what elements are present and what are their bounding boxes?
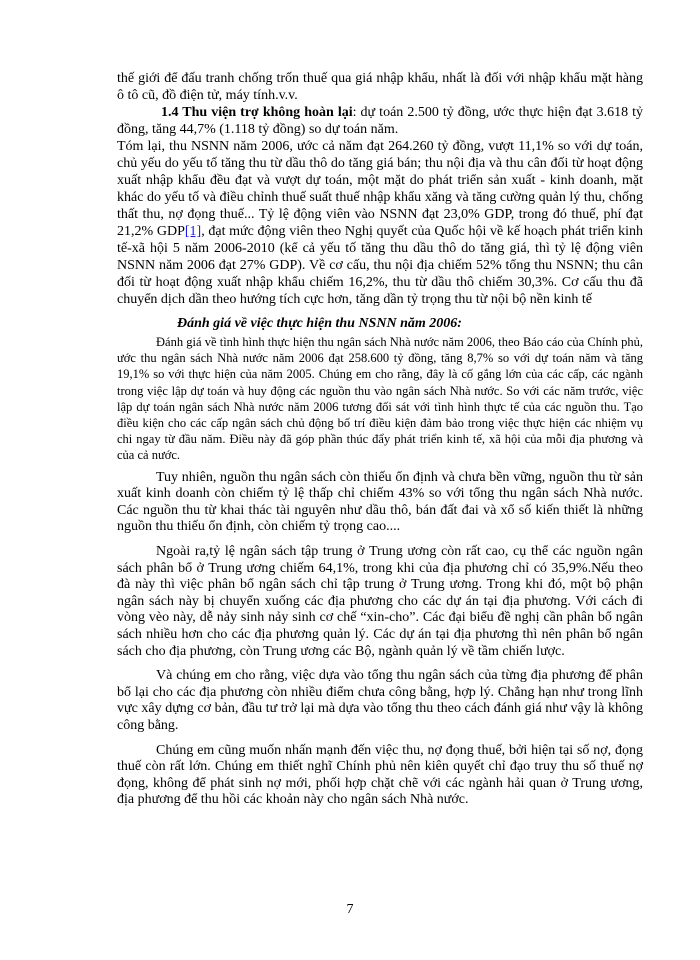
section-heading: 1.4 Thu viện trợ không hoàn lại xyxy=(161,105,353,120)
intro-paragraph: thế giới để đấu tranh chống trốn thuế qua giá nhập khẩu, nhất là đối với nhập khẩu mặt hàng ô tô cũ, đồ điện tử, máy tính.v.v. xyxy=(117,71,643,103)
evaluation-small-paragraph: Đánh giá về tình hình thực hiện thu ngân sách Nhà nước năm 2006, theo Báo cáo của Chính phủ, ước thu ngân sách Nhà nước năm 2006 đạt 258.600 tỷ đồng, tăng 8,7% so với dự toán năm và tăng 19,1% so với thực hiện của năm 2005. Chúng em cho rằng, đây là cố gắng lớn của các cấp, các ngành trong việc lập dự toán và huy động các nguồn thu vào ngân sách Nhà nước. So với các năm trước, việc lập dự toán ngân sách Nhà nước năm 2006 tương đối sát với tình hình thực tế của các nguồn thu. Tạo điều kiện cho các cấp ngân sách chủ động bố trí điều kiện đảm bảo trong việc thực hiện các nhiệm vụ chi ngay từ đầu năm. Điều này đã góp phần thúc đẩy phát triển kinh tế, xã hội của mỗi địa phương và của cả nước. xyxy=(117,335,643,463)
body-paragraph-2: Ngoài ra,tỷ lệ ngân sách tập trung ở Trung ương còn rất cao, cụ thể các nguồn ngân sách phân bổ ở Trung ương chiếm 64,1%, trong khi của địa phương chỉ có 35,9%.Nếu theo đà này thì việc phân bổ ngân sách chỉ tập trung ở Trung ương. Trong khi đó, một bộ phận ngân sách này bị chuyển xuống các địa phương cho các dự án tại địa phương. Với cách đi vòng vèo này, dễ nảy sinh nảy sinh cơ chế “xin-cho”. Các đại biểu đề nghị cần phân bổ ngân sách nhiều hơn cho các địa phương quản lý. Các dự án tại địa phương thì nên phân bổ ngân sách cho địa phương, còn Trung ương các Bộ, ngành quản lý về tầm chiến lược. xyxy=(117,544,643,659)
body-paragraph-3: Và chúng em cho rằng, việc dựa vào tổng thu ngân sách của từng địa phương để phân bổ lại cho các địa phương còn nhiều điểm chưa công bằng, hợp lý. Chẳng hạn như trong lĩnh vực xây dựng cơ bản, đầu tư trở lại mà dựa vào tổng thu theo cách đánh giá như vậy là không công bằng. xyxy=(117,668,643,733)
footnote-link[interactable]: [1] xyxy=(184,224,202,239)
evaluation-title: Đánh giá về việc thực hiện thu NSNN năm 2006: xyxy=(177,316,462,331)
summary-before-link: Tóm lại, thu NSNN năm 2006, ước cả năm đạt 264.260 tỷ đồng, vượt 11,1% so với dự toán, chủ yếu do yếu tố tăng thu từ dầu thô do tăng giá bán; thu nội địa và thu cân đối từ hoạt động xuất nhập khẩu đều đạt và vượt dự toán, một mặt do phát triển sản xuất - kinh doanh, mặt khác do yếu tố và điều chỉnh thuế suất thuế nhập khẩu xăng và tăng cường quản lý thu, chống thất thu, nợ đọng thuế... Tỷ lệ động viên vào NSNN đạt 23,0% GDP, trong đó thuế, phí đạt 21,2% GDP xyxy=(117,139,643,239)
page-number: 7 xyxy=(346,902,354,917)
section-1-4-paragraph xyxy=(117,104,643,138)
summary-paragraph xyxy=(117,138,643,308)
body-paragraph-1: Tuy nhiên, nguồn thu ngân sách còn thiếu ổn định và chưa bền vững, nguồn thu từ sản xuất kinh doanh còn chiếm tỷ lệ thấp chỉ chiếm 43% so với tổng thu ngân sách Nhà nước. Các nguồn thu từ khai thác tài nguyên như dầu thô, bán đất đai và xổ số kiến thiết là những nguồn thu thiếu ổn định, còn chiếm tỷ trọng cao.... xyxy=(117,469,643,535)
summary-after-link: , đạt mức động viên theo Nghị quyết của Quốc hội về kế hoạch phát triển kinh tế-xã hội 5 năm 2006-2010 (kể cả yếu tố tăng thu dầu thô do tăng giá, thì tỷ lệ động viên NSNN năm 2006 đạt 27% GDP). Về cơ cấu, thu nội địa chiếm 52% tổng thu NSNN; thu cân đối từ hoạt động xuất nhập khẩu chiếm 16,2%, thu từ dầu thô chiếm 30,3%. Cơ cấu thu đã chuyển dịch dần theo hướng tích cực hơn, tăng dần tỷ trọng thu từ nội bộ nền kinh tế xyxy=(117,224,643,307)
section-text: : dự toán 2.500 tỷ đồng, ước thực hiện đạt 3.618 tỷ đồng, tăng 44,7% (1.118 tỷ đồng) so dự toán năm. xyxy=(117,105,644,137)
body-paragraph-4: Chúng em cũng muốn nhấn mạnh đến việc thu, nợ đọng thuế, bởi hiện tại số nợ, đọng thuế còn rất lớn. Chúng em thiết nghĩ Chính phủ nên kiên quyết chỉ đạo truy thu số thuế nợ đọng, không để phát sinh nợ mới, phối hợp chặt chẽ với các ngành hải quan ở Trung ương, địa phương để thu hồi các khoản này cho ngân sách Nhà nước. xyxy=(117,742,643,808)
